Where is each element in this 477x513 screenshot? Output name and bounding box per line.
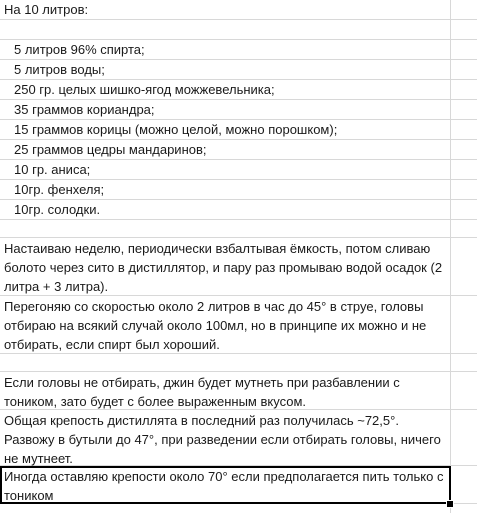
cell-row-10[interactable] <box>0 180 450 200</box>
gridline <box>451 179 477 180</box>
fill-handle[interactable] <box>446 500 454 508</box>
cell-row-3[interactable] <box>0 40 450 60</box>
gridline <box>451 353 477 354</box>
gridline <box>451 19 477 20</box>
gridline <box>451 119 477 120</box>
cell-row-2[interactable] <box>0 20 450 40</box>
cell-text: Общая крепость дистиллята в последний раз получилась ~72,5°. Развожу в бутыли до 47°, при разведении если отбирать головы, ничего не мутнеет. <box>4 413 441 466</box>
cell-text: 5 литров 96% спирта; <box>14 42 145 57</box>
gridline <box>451 79 477 80</box>
cell-text: 10 гр. аниса; <box>14 162 91 177</box>
cell-row-12[interactable] <box>0 220 450 238</box>
cell-text: 10гр. солодки. <box>14 202 101 217</box>
cell-row-13[interactable] <box>0 238 450 296</box>
cell-row-5[interactable] <box>0 80 450 100</box>
cell-text: Если головы не отбирать, джин будет мутнеть при разбавлении с тоником, зато будет с более выраженным вкусом. <box>4 375 400 409</box>
gridline <box>451 59 477 60</box>
cell-row-9[interactable] <box>0 160 450 180</box>
cell-text: Настаиваю неделю, периодически взбалтывая ёмкость, потом сливаю болото через сито в дистиллятор, и пару раз промываю водой осадок (2 литра + 3 литра). <box>4 241 443 294</box>
gridline <box>451 199 477 200</box>
gridline <box>451 465 477 466</box>
cell-row-11[interactable] <box>0 200 450 220</box>
cell-text: 25 граммов цедры мандаринов; <box>14 142 207 157</box>
cell-text: 35 граммов кориандра; <box>14 102 155 117</box>
cell-text: 5 литров воды; <box>14 62 105 77</box>
cell-text: 15 граммов корицы (можно целой, можно порошком); <box>14 122 338 137</box>
cell-text: 10гр. фенхеля; <box>14 182 105 197</box>
cell-row-14[interactable] <box>0 296 450 354</box>
cell-row-17[interactable] <box>0 410 450 466</box>
gridline <box>451 159 477 160</box>
gridline <box>451 371 477 372</box>
gridline <box>451 237 477 238</box>
gridline <box>451 409 477 410</box>
cell-row-8[interactable] <box>0 140 450 160</box>
cell-row-1[interactable] <box>0 0 450 20</box>
cell-row-7[interactable] <box>0 120 450 140</box>
gridline <box>451 139 477 140</box>
cell-row-4[interactable] <box>0 60 450 80</box>
active-cell-selection[interactable] <box>0 466 451 504</box>
cell-text: Перегоняю со скоростью около 2 литров в час до 45° в струе, головы отбираю на всякий случай около 100мл, но в принципе их можно и не отбирать, если спирт был хороший. <box>4 299 427 352</box>
gridline <box>451 503 477 504</box>
cell-text: Иногда оставляю крепости около 70° если предполагается пить только с тоником <box>4 469 444 503</box>
gridline <box>451 295 477 296</box>
gridline <box>451 39 477 40</box>
cell-text: На 10 литров: <box>4 2 89 17</box>
cell-row-16[interactable] <box>0 372 450 410</box>
cell-row-6[interactable] <box>0 100 450 120</box>
column-b <box>450 0 477 513</box>
cell-text: 250 гр. целых шишко-ягод можжевельника; <box>14 82 275 97</box>
gridline <box>451 99 477 100</box>
cell-row-15[interactable] <box>0 354 450 372</box>
gridline <box>451 219 477 220</box>
